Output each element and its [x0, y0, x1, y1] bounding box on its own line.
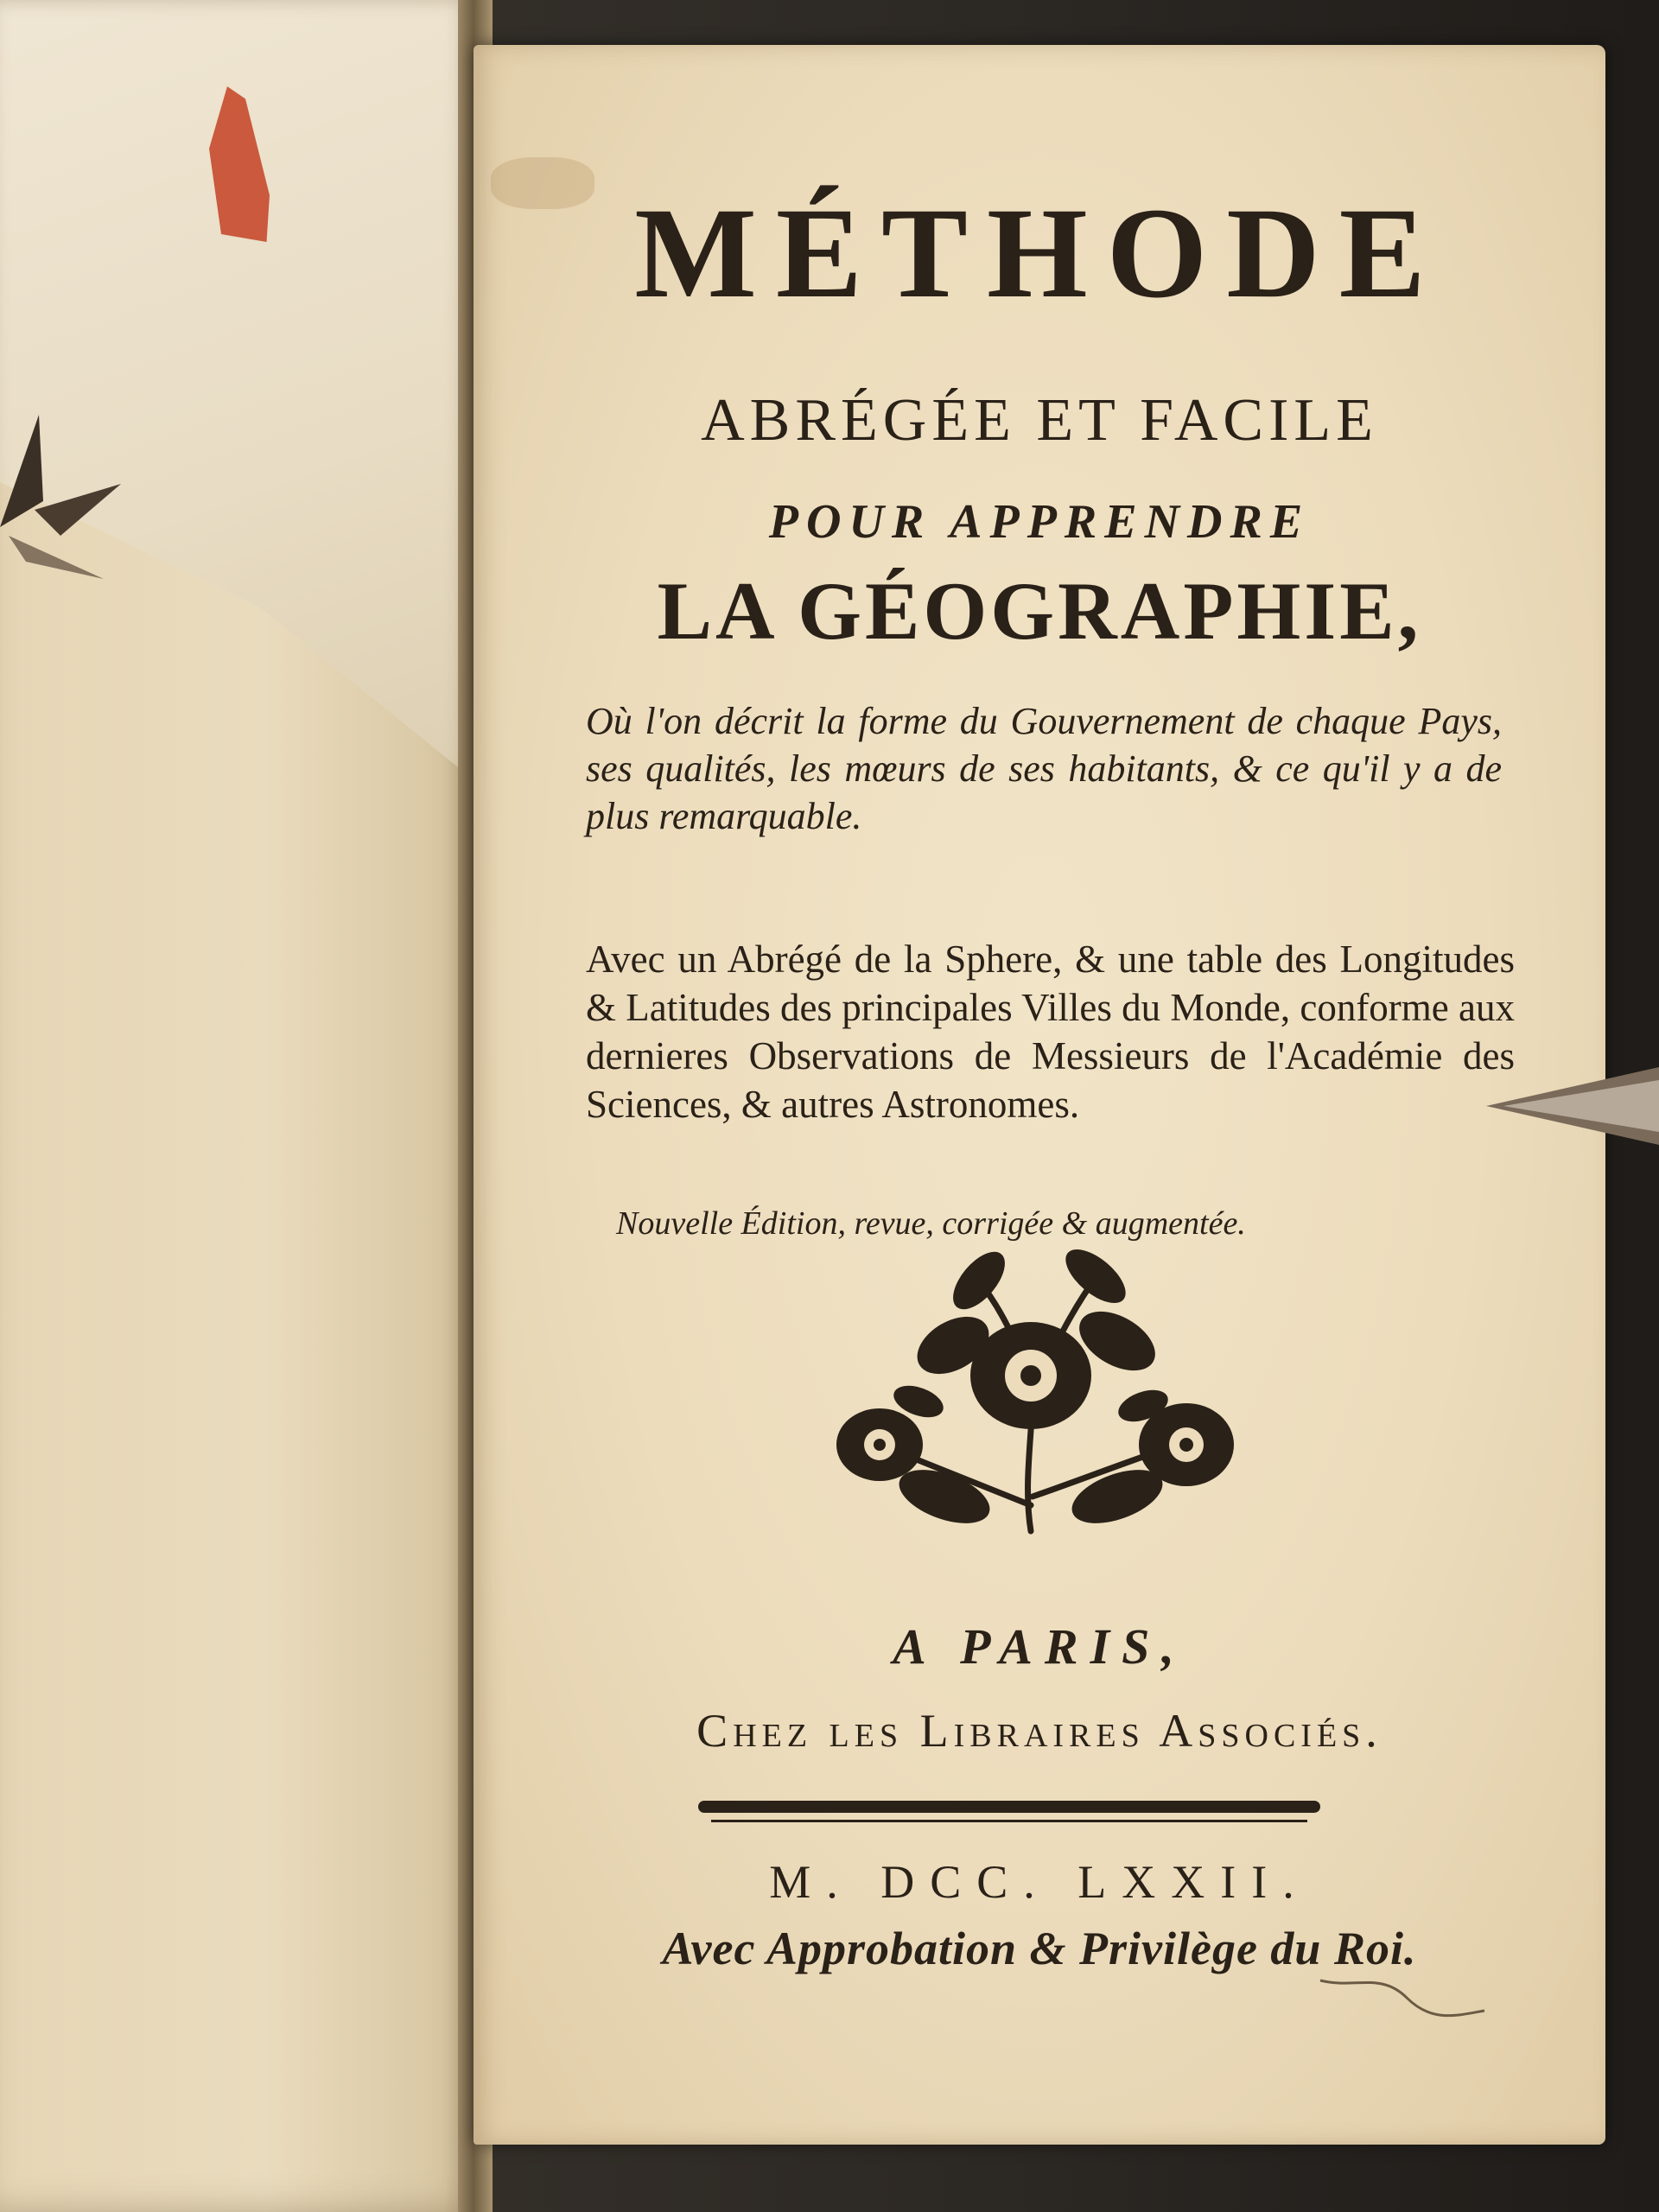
thin-rule — [711, 1820, 1307, 1822]
edition-note: Nouvelle Édition, revue, corrigée & augmentée. — [616, 1205, 1246, 1242]
imprint-year: M. DCC. LXXII. — [769, 1856, 1310, 1908]
contents-paragraph: Avec un Abrégé de la Sphere, & une table des Longitudes & Latitudes des principales Villes du Monde, conforme aux dernieres Observations de Messieurs de l'Académie des Sciences, & autres Astronomes. — [586, 938, 1515, 1126]
book-title: MÉTHODE — [634, 181, 1445, 325]
approbation-line: Avec Approbation & Privilège du Roi. — [662, 1923, 1417, 1974]
book-subject: LA GÉOGRAPHIE, — [657, 565, 1422, 657]
verso-page — [0, 0, 484, 2212]
spike-ornament-icon — [0, 406, 138, 605]
page-pointer-icon — [1486, 1067, 1659, 1145]
paper-crack — [1303, 1929, 1493, 2032]
description-paragraph: Où l'on décrit la forme du Gouvernement de chaque Pays, ses qualités, les mœurs de ses habitants, & ce qu'il y a de plus remarquable. — [586, 700, 1502, 837]
imprint-publisher: Chez les Libraires Associés. — [696, 1705, 1382, 1757]
title-page — [474, 45, 1605, 2145]
book-subtitle-pour: POUR APPRENDRE — [768, 495, 1311, 549]
floral-vignette-icon — [798, 1246, 1264, 1557]
book-subtitle: ABRÉGÉE ET FACILE — [701, 387, 1378, 454]
thick-rule — [698, 1801, 1320, 1813]
imprint-place: A PARIS, — [893, 1618, 1186, 1675]
